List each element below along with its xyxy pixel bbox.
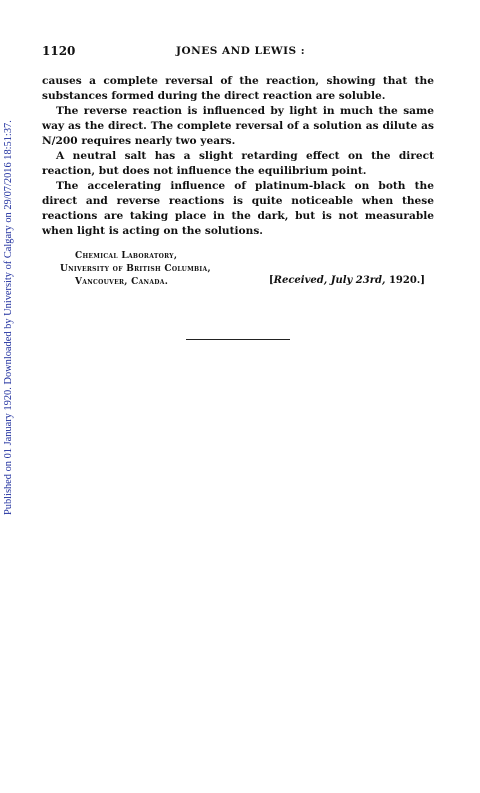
received-bracket: [ (268, 275, 274, 286)
page-number: 1120 (42, 44, 76, 58)
address-line-laboratory: Chemical Laboratory, (75, 251, 178, 261)
received-year: 1920.] (388, 275, 425, 286)
download-note-text: Published on 01 January 1920. Downloaded by University of Calgary on 29/07/2016 18:51:37. (3, 120, 14, 515)
running-head: JONES AND LEWIS : (176, 45, 306, 57)
paragraph: A neutral salt has a slight retarding effect on the direct reaction, but does not influence the equilibrium point. (42, 150, 434, 177)
address-line-city: Vancouver, Canada. (75, 277, 169, 287)
end-of-article-rule (186, 339, 290, 340)
address-line-university: University of British Columbia, (60, 264, 211, 274)
paragraph: The accelerating influence of platinum-black on both the direct and reverse reactions is quite noticeable when these reactions are taking place in the dark, but is not measurable when light is acting on the solutions. (42, 180, 434, 237)
paragraph-continued: causes a complete reversal of the reaction, showing that the substances formed during the direct reaction are soluble. (42, 75, 434, 102)
article-body (42, 74, 434, 239)
received-date (269, 275, 425, 286)
paragraph: The reverse reaction is influenced by light in much the same way as the direct. The complete reversal of a solution as dilute as N/200 requires nearly two years. (42, 105, 434, 147)
page-header (42, 44, 434, 58)
affiliation-address (60, 250, 211, 289)
received-label: Received, July 23rd, (273, 275, 386, 286)
download-margin-note (3, 95, 17, 515)
